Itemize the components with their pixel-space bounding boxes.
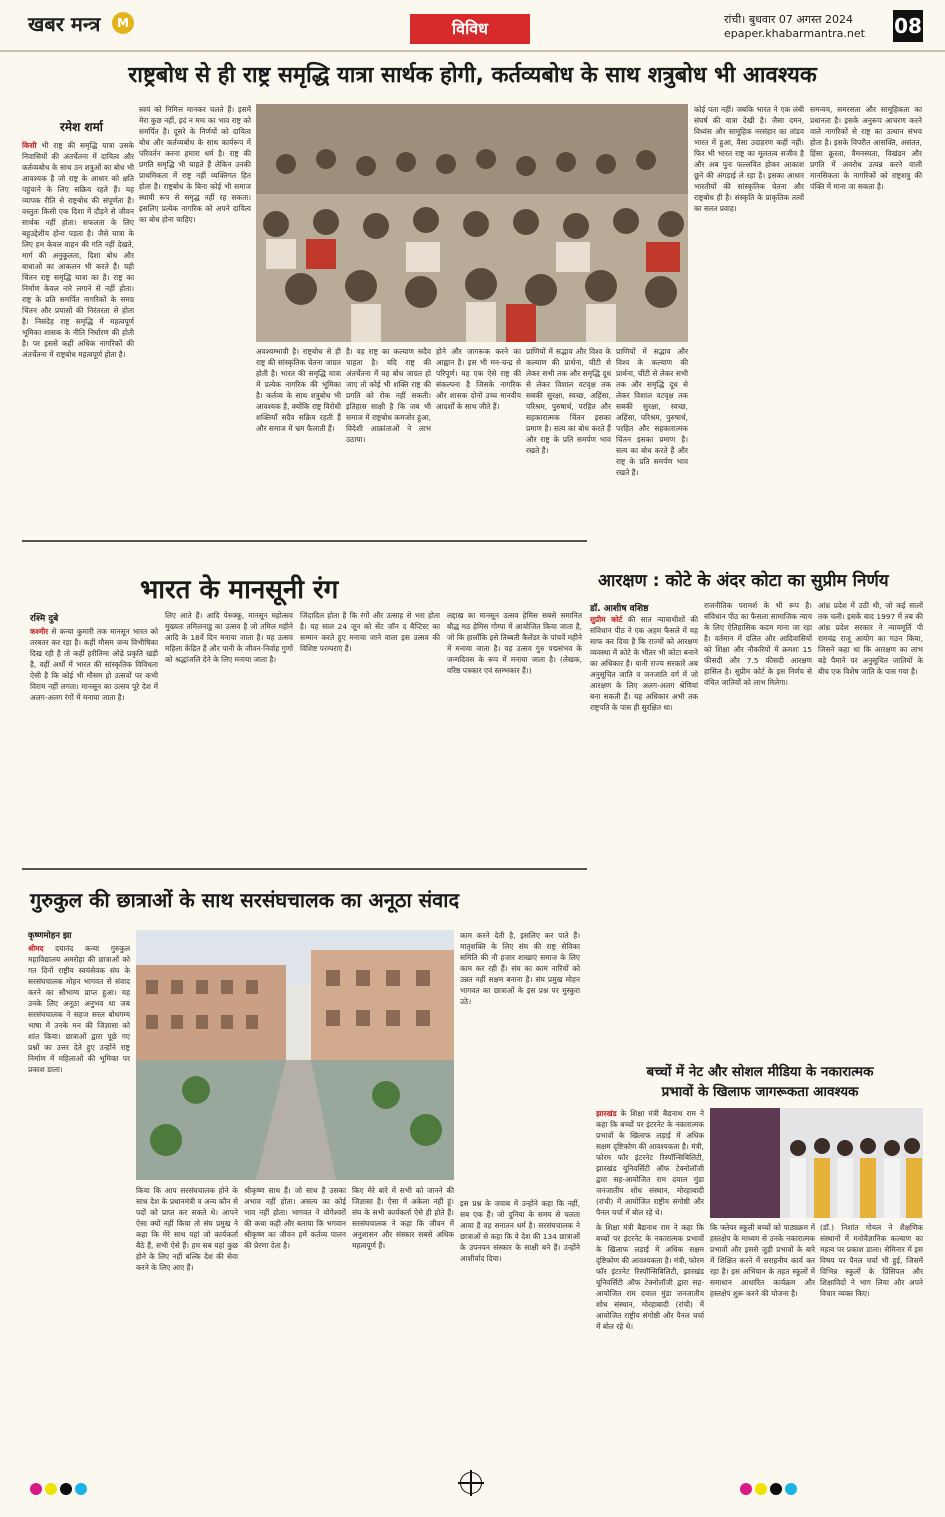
monsoon-column-3: जिंदादिल होता है कि रंगों और उत्साह से भरा होता है। यह साल 24 जून को सेंट जॉन द बैप्टिस्ट का सम्मान करते हुए मनाया जाने वाला इस उत्सव की विशिष्ट परम्पराएं हैं। — [300, 611, 440, 653]
registration-dot-icon — [770, 1483, 782, 1495]
event-photo — [710, 1108, 923, 1218]
lead-byline: रमेश शर्मा — [60, 120, 103, 134]
gurukul-column-6: इस प्रश्न के जवाब में उन्होंने कहा कि नहीं, सब एक हैं। जो दुनिया के समय से चलता आया है वह सनातन धर्म है। सरसंघचालक ने छात्राओं से कहा कि वे देश की 134 छात्राओं के उपनयन संस्कार के साक्षी बने हैं। उन्होंने आशीर्वाद दिया। — [460, 1199, 580, 1263]
gurukul-column-3: श्रीकृष्ण साथ हैं। जो साथ है उसका अभाव नहीं होता। असत्य का कोई भाव नहीं होता। भागवत ने योगेश्वरों की कथा कही और बताया कि भगवान श्रीकृष्ण का जीवन हमें कर्तव्य पालन की प्रेरणा देता है। — [244, 1186, 346, 1250]
monsoon-byline: रश्मि दुबे — [30, 614, 59, 624]
lead-column-7: प्राणियों में सद्भाव और विश्व के कल्याण की प्रार्थना, चींटी से लेकर सभी तक और समृद्धि दूध से लेकर विशाल वटवृक्ष तक सबकी सुरक्षा, स्वच्छ, अहिंसा, परिश्रम, पुरुषार्थ, परहित और सहकारात्मक चिंतन इसका प्रमाण है। सत्य का बोध करते हैं और राष्ट्र के प्रति समर्पण भाव रखते हैं। — [616, 347, 688, 477]
registration-dot-icon — [755, 1483, 767, 1495]
reservation-byline: डॉ. आशीष वशिष्ठ — [590, 604, 649, 614]
registration-dot-icon — [60, 1483, 72, 1495]
issue-date: रांची। बुधवार 07 अगस्त 2024 — [724, 13, 853, 26]
gurukul-column-5: काम करने देती है, इसलिए कर पाते हैं। मातृशक्ति के लिए संघ की राष्ट्र सेविका समिति की नौ हजार शाखाएं समाज के लिए काम कर रही हैं। संघ का काम नारियों को उन्नत नहीं सक्षम बनाना है। संघ प्रमुख मोहन भागवत का छात्राओं के इस प्रश्न पर मुस्कुरा उठे। — [460, 931, 580, 1006]
lead-headline: राष्ट्रबोध से ही राष्ट्र समृद्धि यात्रा सार्थक होगी, कर्तव्यबोध के साथ शत्रुबोध भी आवश्यक — [128, 63, 817, 88]
lead-column-5: होने और जागरूक करने का आह्वान है। इस भी मन-चन्द्र से परिपूर्ण। यह एक ऐसे राष्ट्र की संकल्पना है जिसके नागरिक और शासक दोनों उच्च मानवीय आदर्शों के साथ जीते हैं। — [436, 347, 521, 411]
kids-net-column-4: (डॉ.) निशांत गोयल ने शैक्षणिक संस्थानों में मनोवैज्ञानिक कल्याण का महत्व पर प्रकाश डाला। सेमिनार में इस विषय पर पैनल चर्चा भी हुई, जिसमें विभिन्न स्कूलों के प्रिंसिपल और शिक्षाविदों ने भाग लिया और अपने विचार व्यक्त किए। — [820, 1223, 923, 1298]
kids-net-headline-line-1: बच्चों में नेट और सोशल मीडिया के नकारात्मक — [646, 1064, 874, 1080]
registration-mark-icon — [460, 1472, 482, 1494]
color-registration-left — [30, 1480, 90, 1494]
campus-photo-graphic — [136, 930, 454, 1180]
lead-column-8: कोई पता नहीं। जबकि भारत ने एक लंबी संघर्ष की यात्रा देखी है। जैसा दमन, विध्वंस और सामूहिक नरसंहार का तांडव भारत में हुआ, वैसा उदाहरण कहीं नहीं। फिर भी भारत राष्ट्र का मूलतत्व सजीव है और अब पुनः फल्लवित होकर आकाश छूने की अंगड़ाई ले रहा है। इसका आधार भारतीयों की सांस्कृतिक चेतना और राष्ट्रबोध ही है। संस्कृति के प्राकृतिक तत्वों का सतत प्रवाह। — [694, 105, 804, 213]
page-number: 08 — [893, 10, 923, 42]
gurukul-column-4: किए मेरे बारे में सभी को जानने की जिज्ञासा है। ऐसा में अकेला नहीं हूं। संघ के सभी कार्यकर्ता ऐसे ही होते हैं। सरसंघचालक ने कहा कि जीवन में अनुशासन और संस्कार सबसे अधिक महत्वपूर्ण हैं। — [352, 1186, 454, 1250]
reservation-headline: आरक्षण : कोटे के अंदर कोटा का सुप्रीम निर्णय — [598, 571, 889, 591]
lead-column-6: प्राणियों में सद्भाव और विश्व के कल्याण की प्रार्थना, चींटी से लेकर सभी तक और समृद्धि दूध से लेकर विशाल वटवृक्ष तक सबकी सुरक्षा, स्वच्छ, अहिंसा, परिश्रम, पुरुषार्थ, परहित और सहकारात्मक चिंतन इसका प्रमाण है। सत्य का बोध करते हैं और राष्ट्र के प्रति समर्पण भाव रखते हैं। — [526, 347, 611, 455]
reservation-column-2: राजनीतिक परामर्श के भी रूप है। संविधान पीठ का फैसला सामाजिक न्याय के लिए ऐतिहासिक कदम माना जा रहा है। वर्तमान में दलित और आदिवासियों को शिक्षा और नौकरियों में क्रमशः 15 फीसदी और 7.5 फीसदी आरक्षण हासिल है। सुप्रीम कोर्ट के इस निर्णय से वंचित जातियों को लाभ मिलेगा। — [704, 601, 812, 687]
kids-net-column-2: के शिक्षा मंत्री बैद्यनाथ राम ने कहा कि बच्चों पर इंटरनेट के नकारात्मक प्रभावों के खिलाफ लड़ाई में अधिक सक्षम दृष्टिकोण की आवश्यकता है। मंत्री, फोरम फॉर इंटरनेट रिस्पॉन्सिबिलिटी, झारखंड यूनिवर्सिटी ऑफ टेक्नोलॉजी द्वारा सह-आयोजित राम दयाल मुंडा जनजातीय शोध संस्थान, मोरहाबादी (रांची) में आयोजित राष्ट्रीय संगोष्ठी और पैनल चर्चा में बोल रहे थे। — [596, 1223, 704, 1331]
kids-net-first-word: झारखंड — [596, 1109, 617, 1118]
registration-dot-icon — [785, 1483, 797, 1495]
monsoon-first-word: कश्मीर — [30, 627, 49, 636]
reservation-column-1 — [590, 614, 698, 1044]
crowd-photo — [256, 104, 688, 342]
lead-column-4: है। वह राष्ट्र का कल्याण सदैव चाहता है। यदि राष्ट्र की अंतर्चेतना में यह बोध जाग्रत हो जाए तो कोई भी शक्ति राष्ट्र की प्रगति को रोक नहीं सकती। इतिहास साक्षी है कि जब भी समाज में राष्ट्रबोध कमजोर हुआ, विदेशी आक्रांताओं ने लाभ उठाया। — [346, 347, 431, 444]
lead-column-2: स्वयं को निमित्त मानकर चलते हैं। इसमें मेरा कुछ नहीं, इदं न ममः का भाव राष्ट्र को समर्पित है। दूसरे के निर्णयों को दायित्व बोध और कर्तव्यबोध के साथ कार्यरूप में परिवर्तन करना हमारा धर्म है। राष्ट्र की प्रगति समृद्धि भी चाहते हैं लेकिन उनकी प्राथमिकता में राष्ट्र नहीं व्यक्तिगत हित होता है। राष्ट्रबोध के बिना कोई भी समाज स्थायी रूप से समृद्ध नहीं रह सकता। इसलिए प्रत्येक नागरिक को अपने दायित्व का बोध होना चाहिए। — [139, 105, 251, 224]
color-registration-right — [740, 1480, 800, 1494]
monsoon-headline: भारत के मानसूनी रंग — [140, 575, 339, 605]
dateline — [724, 13, 865, 41]
lead-first-word: किसी — [22, 141, 37, 150]
kids-net-headline — [600, 1062, 920, 1102]
registration-dot-icon — [30, 1483, 42, 1495]
gurukul-headline: गुरुकुल की छात्राओं के साथ सरसंघचालक का अनूठा संवाद — [30, 888, 460, 912]
section-tag: विविध — [410, 14, 530, 44]
lead-column-3: अवश्यम्भावी है। राष्ट्रबोध से ही राष्ट्र की सांस्कृतिक चेतना जाग्रत होती है। भारत की समृद्धि यात्रा में प्रत्येक नागरिक की भूमिका है। कर्तव्य के साथ शत्रुबोध भी आवश्यक है, क्योंकि राष्ट्र विरोधी शक्तियाँ सदैव सक्रिय रहती हैं और समाज में भ्रम फैलाती हैं। — [256, 347, 341, 433]
reservation-first-word: सुप्रीम कोर्ट — [590, 615, 623, 624]
gurukul-column-1 — [28, 943, 130, 1458]
kids-net-column-1 — [596, 1108, 704, 1216]
site-url[interactable]: epaper.khabarmantra.net — [724, 27, 865, 40]
monsoon-column-4: लद्दाख का मानसून उत्सव हेमिस सबसे समानित बौद्ध मठ हेमिस गोम्पा में आयोजित किया जाता है, जो कि हालाँकि इसे तिब्बती कैलेंडर के पांचवें महीने में मनाया जाता है। यह उत्सव गुरु पद्मसंभव के जन्मदिवस के रूप में मनाया जाता है। (लेखक, वरिष्ठ पत्रकार एवं स्तम्भकार हैं।) — [447, 611, 582, 675]
gurukul-first-word: श्रीमद — [28, 944, 44, 953]
monsoon-column-1 — [30, 626, 158, 861]
kids-net-column-3: कि फ्लेयर स्कूली बच्चों को पाठ्यक्रम में हस्तक्षेप के माध्यम से उनके नकारात्मक प्रभावों और इससे जुड़ी प्रभावों के बारे में शिक्षित करने में सराहनीय कार्य कर रहा है। इस अभियान के तहत स्कूलों में समाधान आधारित कार्यक्रम और हस्तक्षेप शुरू करने की योजना है। — [710, 1223, 815, 1298]
registration-dot-icon — [740, 1483, 752, 1495]
brand-logo-icon: M — [112, 12, 134, 34]
lead-column-1 — [22, 140, 134, 535]
crowd-photo-graphic — [256, 104, 688, 342]
monsoon-column-2: लिए आते हैं। आदि पेरुक्कू, मानसून महोत्सव मुख्यतः तमिलनाडु का उत्सव है जो तमिल महीने आदि के 18वें दिन मनाया जाता है। यह उत्सव महिला केंद्रित है और पानी के जीवन-निर्वाह गुणों को श्रद्धांजलि देने के लिए मनाया जाता है। — [165, 611, 293, 664]
lead-body: भी राष्ट्र की समृद्धि यात्रा उसके निवासियों की अंतर्चेतना में दायित्व और कर्तव्यबोध के साथ उन शत्रुओं का बोध भी आवश्यक है जो राष्ट्र के आधार को क्षति पहुंचाने के लिए सक्रिय रहते हैं। यह व्यापक रीति से राष्ट्रबोध की संपूर्णता है। वस्तुतः किसी एक दिशा में दौड़ने से जीवन सार्थक नहीं होता। सफलता के लिए बहुउद्देशीय होना पड़ता है। जैसे यात्रा के लिए हम केवल वाहन की गति नहीं देखते, मार्ग की अनुकूलता, दिशा बोध और बाधाओं का आकलन भी करते हैं। यही चिंतन राष्ट्र समृद्धि यात्रा का है। राष्ट्र का निर्माण केवल नारे लगाने से नहीं होता। राष्ट्र के प्रति समर्पित नागरिकों के समग्र चिंतन और प्रयासों की निरंतरता से होता है। निसंदेह राष्ट्र समृद्धि में महत्वपूर्ण भूमिका शासक के नीति निर्धारण की होती है। पर इससे कहीं अधिक नागरिकों की अंतर्चेतना में राष्ट्रबोध महत्वपूर्ण होता है। — [22, 141, 134, 359]
brand-name: खबर मन्त्र — [28, 12, 101, 36]
gurukul-byline: कृष्णमोहन झा — [28, 931, 72, 941]
kids-net-body: के शिक्षा मंत्री बैद्यनाथ राम ने कहा कि बच्चों पर इंटरनेट के नकारात्मक प्रभावों के खिलाफ लड़ाई में अधिक सक्षम दृष्टिकोण की आवश्यकता है। मंत्री, फोरम फॉर इंटरनेट रिस्पॉन्सिबिलिटी, झारखंड यूनिवर्सिटी ऑफ टेक्नोलॉजी द्वारा सह-आयोजित राम दयाल मुंडा जनजातीय शोध संस्थान, मोरहाबादी (रांची) में आयोजित राष्ट्रीय संगोष्ठी और पैनल चर्चा में बोल रहे थे। — [596, 1109, 704, 1216]
kids-net-headline-line-2: प्रभावों के खिलाफ जागरूकता आवश्यक — [661, 1084, 859, 1100]
divider — [22, 868, 587, 870]
event-photo-graphic — [710, 1108, 923, 1218]
divider — [22, 540, 587, 542]
gurukul-column-2: किया कि आप सरसंघचालक होने के साथ देश के प्रधानमंत्री व अन्य कौन से पदों को प्राप्त कर सकते थे। आपने ऐसा क्यों नहीं किया तो संघ प्रमुख ने कहा कि मेरे साथ यहां जो कार्यकर्ता बैठे हैं, सभी ऐसे हैं। हम सब यहां कुछ होने के लिए नहीं बल्कि देश की सेवा करने के लिए आए हैं। — [136, 1186, 238, 1272]
registration-dot-icon — [45, 1483, 57, 1495]
lead-column-9: समन्वय, समरसता और सामूहिकता का प्रधानता है। इसके अनुरूप आचरण करने वाले नागरिकों से राष्ट्र का उत्थान संभव होता है। इसके विपरीत आसक्ति, असंतत, हिंसा क्रूरता, वैमनस्यता, विखंडन और प्रगति में अवरोध उत्पन्न करने वाली मानसिकता के नागरिकों को राष्ट्रशत्रु की पंक्ति में माना जा सकता है। — [810, 105, 922, 191]
campus-photo — [136, 930, 454, 1180]
gurukul-body: दयानंद कन्या गुरुकुल महाविद्यालय अमरोहा की छात्राओं को गत दिनों राष्ट्रीय स्वयंसेवक संघ के सरसंघचालक मोहन भागवत से संवाद करने का सौभाग्य प्राप्त हुआ। यह उनके लिए अनूठा अनुभव था जब सरसंघचालक ने सहज सरल बोधगम्य भाषा में उनके मन की जिज्ञासा को शांत किया। छात्राओं द्वारा पूछे गए प्रश्नों का उत्तर देते हुए उन्होंने राष्ट्र निर्माण में महिलाओं की भूमिका पर प्रकाश डाला। — [28, 944, 130, 1074]
reservation-column-3: आंध्र प्रदेश में उठी थी, जो कई सालों तक चली। इसके बाद 1997 में तब की आंध्र प्रदेश सरकार ने न्यायमूर्ति पी रामचंद्र राजू आयोग का गठन किया, जिसने कहा था कि आरक्षण का लाभ बड़े पैमाने पर अनुसूचित जातियों के बीच एक विशेष जाति के पास गया है। — [818, 601, 923, 676]
registration-dot-icon — [75, 1483, 87, 1495]
reservation-body: की सात न्यायाधीशों की संविधान पीठ ने एक अहम फैसले में यह साफ कर दिया है कि राज्यों को आरक्षण व्यवस्था में कोटे के भीतर भी कोटा बनाने का अधिकार है। यानी राज्य सरकारें अब अनुसूचित जाति व जनजाति वर्ग में जो आरक्षण के लिए अलग-अलग श्रेणियां बना सकती हैं। यह अधिकार अभी तक राष्ट्रपति के पास ही सुरक्षित था। — [590, 615, 698, 712]
monsoon-body: से कन्या कुमारी तक मानसून भारत को तरबतर कर रहा है। कहीं मौसम जन्य विभीषिका दिख रही है तो कहीं हरीतिमा ओढ़े प्रकृति खड़ी है, वहीं अर्थों में भारत की सांस्कृतिक विविधता ऐसी है कि कोई भी मौसम हो उत्सवों पर कभी विराम नहीं लगता। मानसून का उत्सव पूरे देश में अलग-अलग रंगों में मनाया जाता है। — [30, 627, 158, 702]
